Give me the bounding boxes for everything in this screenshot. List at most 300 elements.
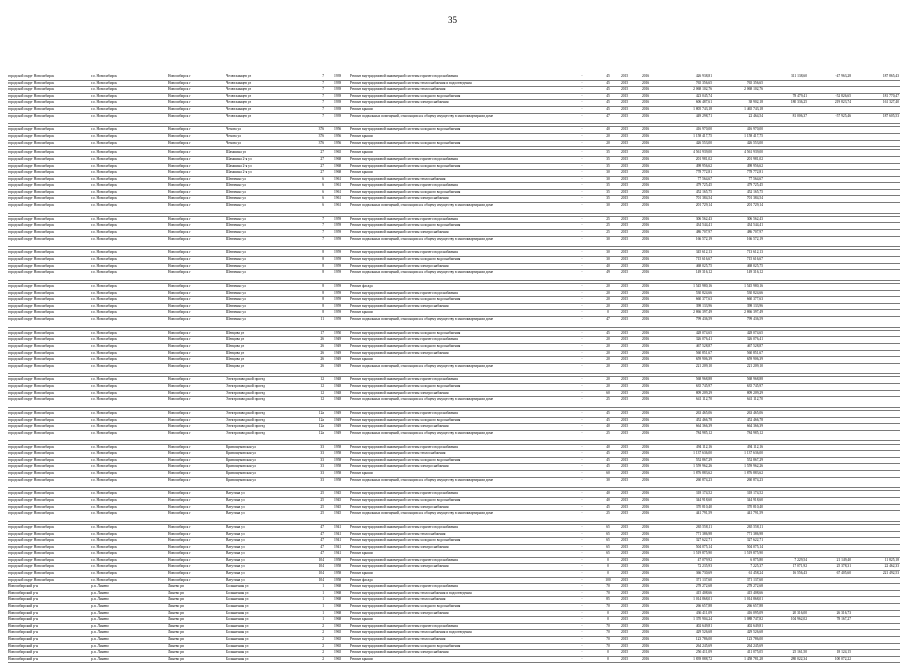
region-cost-cell: 25 161,50 xyxy=(792,650,807,655)
municipality-cell: городской округ Новосибирск xyxy=(8,451,55,456)
house-number-cell: 6 xyxy=(322,203,324,208)
house-number-cell: 33 xyxy=(320,470,324,475)
municipality-cell: городской округ Новосибирск xyxy=(8,343,55,348)
year-end-cell: 2016 xyxy=(642,590,650,595)
year-end-cell: 2016 xyxy=(642,133,650,138)
work-type-cell: Ремонт внутридомовой инженерной системы горячего водоснабжения xyxy=(350,524,458,529)
year-start-cell: 2015 xyxy=(621,604,629,609)
work-type-cell: Ремонт внутридомовой инженерной системы холодного водоснабжения xyxy=(350,257,461,261)
total-cost-cell: 47 079,92 xyxy=(697,557,712,562)
build-year-cell: 1958 xyxy=(334,557,342,562)
build-year-cell: 1959 xyxy=(334,303,342,308)
year-end-cell: 2016 xyxy=(642,397,650,402)
year-start-cell: 2015 xyxy=(621,257,629,261)
house-number-cell: 12а xyxy=(318,411,324,416)
year-start-cell: 2015 xyxy=(621,504,629,509)
wear-percent-cell: 70 xyxy=(606,590,610,595)
wear-percent-cell: 70 xyxy=(606,643,610,648)
year-end-cell: 2016 xyxy=(642,87,650,92)
settlement-cell: г.о. Новосибирск xyxy=(91,216,117,221)
municipality-cell: Новосибирский р-н xyxy=(8,650,39,655)
municipality-cell: городской округ Новосибирск xyxy=(8,87,55,92)
wear-percent-cell: 0 xyxy=(607,310,609,315)
work-type-cell: Ремонт внутридомовой инженерной системы электроснабжения xyxy=(350,100,449,105)
settlement-cell: р.п. Линево xyxy=(91,610,109,615)
wear-percent-cell: 20 xyxy=(606,357,610,362)
wear-percent-cell: 70 xyxy=(606,604,610,609)
house-number-cell: 33 xyxy=(320,451,324,456)
year-end-cell: 2016 xyxy=(642,457,650,462)
locality-cell: Новосибирск г xyxy=(168,511,191,516)
municipality-cell: городской округ Новосибирск xyxy=(8,127,55,132)
table-row xyxy=(8,249,900,257)
wear-percent-cell: 60 xyxy=(606,470,610,475)
year-start-cell: 2015 xyxy=(621,424,629,429)
work-type-cell: Ремонт крыши xyxy=(350,656,373,661)
municipality-cell: городской округ Новосибирск xyxy=(8,203,55,208)
dash-cell: - xyxy=(581,491,583,496)
build-year-cell: 1956 xyxy=(334,133,342,138)
total-cost-cell: 149 316,12 xyxy=(695,270,712,275)
house-number-cell: 33 xyxy=(320,444,324,449)
build-year-cell: 1965 xyxy=(334,643,342,648)
year-start-cell: 2015 xyxy=(621,531,629,536)
locality-cell: Новосибирск г xyxy=(168,343,191,348)
settlement-cell: г.о. Новосибирск xyxy=(91,457,117,462)
year-start-cell: 2015 xyxy=(621,630,629,635)
year-end-cell: 2016 xyxy=(642,150,650,155)
locality-cell: Линево рп xyxy=(168,623,184,628)
year-end-cell: 2016 xyxy=(642,504,650,509)
year-start-cell: 2015 xyxy=(621,538,629,543)
total-cost-cell: 345 612,13 xyxy=(695,250,712,255)
settlement-cell: г.о. Новосибирск xyxy=(91,163,117,168)
dash-cell: - xyxy=(581,127,583,132)
house-number-cell: 104 xyxy=(318,564,324,569)
year-end-cell: 2016 xyxy=(642,140,650,145)
total-cost-cell: 434 544,41 xyxy=(695,223,712,228)
house-number-cell: 27 xyxy=(320,163,324,168)
table-row xyxy=(8,397,900,408)
settlement-cell: г.о. Новосибирск xyxy=(91,557,117,562)
house-number-cell: 26 xyxy=(320,350,324,355)
table-row xyxy=(8,310,900,317)
municipality-cell: Новосибирский р-н xyxy=(8,597,39,602)
total-cost-cell: 784 985,12 xyxy=(695,430,712,435)
fund-cost-cell: 715 616,67 xyxy=(746,257,763,261)
work-type-cell: Ремонт крыши xyxy=(350,551,373,556)
locality-cell: Новосибирск г xyxy=(168,538,191,543)
house-number-cell: 7 xyxy=(322,87,324,92)
dash-cell: - xyxy=(581,470,583,475)
wear-percent-cell: 40 xyxy=(606,491,610,496)
dash-cell: - xyxy=(581,610,583,615)
street-cell: Ватутина ул xyxy=(226,557,245,562)
locality-cell: Новосибирск г xyxy=(168,176,191,181)
year-start-cell: 2015 xyxy=(621,564,629,569)
year-end-cell: 2016 xyxy=(642,363,650,368)
total-cost-cell: 344 918,60 xyxy=(695,497,712,502)
total-cost-cell: 1 370 904,24 xyxy=(693,617,712,622)
dash-cell: - xyxy=(581,417,583,422)
house-number-cell: 25 xyxy=(320,491,324,496)
table-row xyxy=(8,558,900,565)
table-row xyxy=(8,164,900,171)
year-end-cell: 2016 xyxy=(642,630,650,635)
build-year-cell: 1961 xyxy=(334,189,342,194)
year-end-cell: 2016 xyxy=(642,357,650,362)
build-year-cell: 1968 xyxy=(334,590,342,595)
total-cost-cell: 468 025,75 xyxy=(695,263,712,268)
year-end-cell: 2016 xyxy=(642,176,650,181)
year-start-cell: 2015 xyxy=(621,133,629,138)
total-cost-cell: 1 545 980,16 xyxy=(693,283,712,288)
build-year-cell: 1968 xyxy=(334,156,342,161)
street-cell: Электрозаводской проезд xyxy=(226,384,265,389)
municipality-cell: городской округ Новосибирск xyxy=(8,283,55,288)
settlement-cell: г.о. Новосибирск xyxy=(91,444,117,449)
build-year-cell: 1949 xyxy=(334,357,342,362)
dash-cell: - xyxy=(581,424,583,429)
local-cost-cell: 18 124,15 xyxy=(836,650,851,655)
build-year-cell: 1949 xyxy=(334,417,342,422)
municipality-cell: городской округ Новосибирск xyxy=(8,571,55,576)
work-type-cell: Ремонт подвальных помещений, относящихся к общему имуществу в многоквартирном доме xyxy=(350,316,494,321)
year-start-cell: 2015 xyxy=(621,127,629,132)
wear-percent-cell: 45 xyxy=(606,330,610,335)
year-end-cell: 2016 xyxy=(642,223,650,228)
house-number-cell: 27 xyxy=(320,170,324,175)
year-end-cell: 2016 xyxy=(642,584,650,589)
work-type-cell: Ремонт внутридомовой инженерной системы горячего водоснабжения xyxy=(350,74,458,78)
municipality-cell: городской округ Новосибирск xyxy=(8,310,55,315)
street-cell: Шевченко ул xyxy=(226,283,246,288)
locality-cell: Новосибирск г xyxy=(168,236,191,241)
wear-percent-cell: 20 xyxy=(606,337,610,342)
wear-percent-cell: 20 xyxy=(606,363,610,368)
dash-cell: - xyxy=(581,544,583,549)
municipality-cell: городской округ Новосибирск xyxy=(8,497,55,502)
locality-cell: Новосибирск г xyxy=(168,216,191,221)
street-cell: Электрозаводской проезд xyxy=(226,411,265,416)
settlement-cell: г.о. Новосибирск xyxy=(91,470,117,475)
settlement-cell: г.о. Новосибирск xyxy=(91,93,117,98)
table-row xyxy=(8,505,900,512)
region-cost-cell: 78 479,41 xyxy=(792,93,807,98)
dash-cell: - xyxy=(581,257,583,261)
street-cell: Больничная ул xyxy=(226,584,249,589)
owners-cost-cell: 187 605,53 xyxy=(882,113,899,118)
fund-cost-cell: 784 985,12 xyxy=(746,430,763,435)
work-type-cell: Ремонт внутридомовой инженерной системы горячего водоснабжения xyxy=(350,250,458,255)
total-cost-cell: 371 137,60 xyxy=(695,577,712,582)
street-cell: Больничная ул xyxy=(226,617,249,622)
dash-cell: - xyxy=(581,297,583,302)
locality-cell: Новосибирск г xyxy=(168,497,191,502)
settlement-cell: г.о. Новосибирск xyxy=(91,390,117,395)
region-cost-cell: 311 138,60 xyxy=(790,74,807,78)
build-year-cell: 1958 xyxy=(334,457,342,462)
locality-cell: Новосибирск г xyxy=(168,106,191,111)
build-year-cell: 1958 xyxy=(334,577,342,582)
build-year-cell: 1959 xyxy=(334,310,342,315)
fund-cost-cell: 467 528,87 xyxy=(746,343,763,348)
house-number-cell: 12 xyxy=(320,384,324,389)
year-end-cell: 2016 xyxy=(642,544,650,549)
locality-cell: Новосибирск г xyxy=(168,133,191,138)
locality-cell: Новосибирск г xyxy=(168,577,191,582)
wear-percent-cell: 20 xyxy=(606,290,610,295)
year-start-cell: 2015 xyxy=(621,577,629,582)
dash-cell: - xyxy=(581,451,583,456)
municipality-cell: городской округ Новосибирск xyxy=(8,230,55,235)
work-type-cell: Ремонт внутридомовой инженерной системы электроснабжения xyxy=(350,564,449,569)
wear-percent-cell: 60 xyxy=(606,390,610,395)
work-type-cell: Ремонт внутридомовой инженерной системы теплоснабжения и водоотведения xyxy=(350,590,472,595)
year-end-cell: 2016 xyxy=(642,263,650,268)
municipality-cell: городской округ Новосибирск xyxy=(8,297,55,302)
locality-cell: Новосибирск г xyxy=(168,571,191,576)
dash-cell: - xyxy=(581,196,583,201)
region-cost-cell: 280 022,34 xyxy=(790,656,807,661)
work-type-cell: Ремонт подвальных помещений, относящихся к общему имуществу в многоквартирном доме xyxy=(350,203,494,208)
dash-cell: - xyxy=(581,551,583,556)
work-type-cell: Ремонт подвальных помещений, относящихся к общему имуществу в многоквартирном доме xyxy=(350,113,494,118)
dash-cell: - xyxy=(581,303,583,308)
year-start-cell: 2015 xyxy=(621,283,629,288)
year-start-cell: 2015 xyxy=(621,343,629,348)
table-row xyxy=(8,611,900,618)
dash-cell: - xyxy=(581,80,583,85)
dash-cell: - xyxy=(581,93,583,98)
settlement-cell: г.о. Новосибирск xyxy=(91,183,117,188)
street-cell: Ватутина ул xyxy=(226,504,245,509)
local-cost-cell: 219 823,74 xyxy=(834,100,851,105)
table-row xyxy=(8,444,900,452)
work-type-cell: Ремонт внутридомовой инженерной системы горячего водоснабжения xyxy=(350,216,458,221)
wear-percent-cell: 30 xyxy=(606,176,610,181)
local-cost-cell: 100 072,22 xyxy=(834,656,851,661)
year-start-cell: 2015 xyxy=(621,656,629,661)
fund-cost-cell: 2 866 397,49 xyxy=(744,310,763,315)
street-cell: Кривощековская ул xyxy=(226,470,256,475)
municipality-cell: Новосибирский р-н xyxy=(8,643,39,648)
fund-cost-cell: 452 466,78 xyxy=(746,417,763,422)
municipality-cell: городской округ Новосибирск xyxy=(8,263,55,268)
year-end-cell: 2016 xyxy=(642,617,650,622)
house-number-cell: 33 xyxy=(320,457,324,462)
fund-cost-cell: 486 707,97 xyxy=(746,230,763,235)
dash-cell: - xyxy=(581,163,583,168)
locality-cell: Новосибирск г xyxy=(168,163,191,168)
settlement-cell: г.о. Новосибирск xyxy=(91,150,117,155)
house-number-cell: 8 xyxy=(322,297,324,302)
year-end-cell: 2016 xyxy=(642,464,650,469)
municipality-cell: Новосибирский р-н xyxy=(8,590,39,595)
dash-cell: - xyxy=(581,283,583,288)
local-cost-cell: -47 963,28 xyxy=(835,74,851,78)
year-start-cell: 2015 xyxy=(621,170,629,175)
table-row xyxy=(8,630,900,637)
work-type-cell: Ремонт внутридомовой инженерной системы электроснабжения xyxy=(350,650,449,655)
settlement-cell: г.о. Новосибирск xyxy=(91,377,117,382)
work-type-cell: Ремонт внутридомовой инженерной системы теплоснабжения xyxy=(350,87,446,92)
work-type-cell: Ремонт внутридомовой инженерной системы электроснабжения xyxy=(350,303,449,308)
total-cost-cell: 504 075,14 xyxy=(695,544,712,549)
year-end-cell: 2016 xyxy=(642,330,650,335)
street-cell: Кривощековская ул xyxy=(226,464,256,469)
wear-percent-cell: 20 xyxy=(606,350,610,355)
year-end-cell: 2016 xyxy=(642,577,650,582)
municipality-cell: городской округ Новосибирск xyxy=(8,377,55,382)
locality-cell: Новосибирск г xyxy=(168,250,191,255)
municipality-cell: городской округ Новосибирск xyxy=(8,156,55,161)
wear-percent-cell: 85 xyxy=(606,597,610,602)
street-cell: Челюскинцев ул xyxy=(226,87,252,92)
year-end-cell: 2016 xyxy=(642,610,650,615)
table-row xyxy=(8,230,900,237)
locality-cell: Линево рп xyxy=(168,604,184,609)
settlement-cell: г.о. Новосибирск xyxy=(91,106,117,111)
total-cost-cell: 260 874,23 xyxy=(695,477,712,482)
total-cost-cell: 306 562,43 xyxy=(695,216,712,221)
table-row xyxy=(8,591,900,598)
settlement-cell: г.о. Новосибирск xyxy=(91,363,117,368)
work-type-cell: Ремонт внутридомовой инженерной системы холодного водоснабжения xyxy=(350,538,461,543)
year-start-cell: 2015 xyxy=(621,290,629,295)
total-cost-cell: 2 866 397,49 xyxy=(693,310,712,315)
municipality-cell: Новосибирский р-н xyxy=(8,604,39,609)
year-start-cell: 2015 xyxy=(621,297,629,302)
dash-cell: - xyxy=(581,430,583,435)
fund-cost-cell: 278 272,68 xyxy=(746,584,763,589)
build-year-cell: 1949 xyxy=(334,424,342,429)
dash-cell: - xyxy=(581,113,583,118)
settlement-cell: г.о. Новосибирск xyxy=(91,497,117,502)
work-type-cell: Ремонт внутридомовой инженерной системы холодного водоснабжения xyxy=(350,93,461,98)
work-type-cell: Ремонт подвальных помещений, относящихся к общему имуществу в многоквартирном доме xyxy=(350,430,494,435)
wear-percent-cell: 40 xyxy=(606,127,610,132)
settlement-cell: г.о. Новосибирск xyxy=(91,133,117,138)
locality-cell: Новосибирск г xyxy=(168,150,191,155)
build-year-cell: 1958 xyxy=(334,477,342,482)
locality-cell: Новосибирск г xyxy=(168,477,191,482)
year-start-cell: 2015 xyxy=(621,524,629,529)
build-year-cell: 1961 xyxy=(334,196,342,201)
dash-cell: - xyxy=(581,590,583,595)
wear-percent-cell: 35 xyxy=(606,163,610,168)
year-end-cell: 2016 xyxy=(642,491,650,496)
dash-cell: - xyxy=(581,390,583,395)
year-end-cell: 2016 xyxy=(642,444,650,449)
settlement-cell: г.о. Новосибирск xyxy=(91,397,117,402)
table-row xyxy=(8,391,900,398)
owners-cost-cell: 181 770,47 xyxy=(882,93,899,98)
work-type-cell: Ремонт подвальных помещений, относящихся к общему имуществу в многоквартирном доме xyxy=(350,397,494,402)
build-year-cell: 1949 xyxy=(334,337,342,342)
total-cost-cell: 77 564,67 xyxy=(697,176,712,181)
locality-cell: Новосибирск г xyxy=(168,316,191,321)
municipality-cell: Новосибирский р-н xyxy=(8,656,39,661)
year-end-cell: 2016 xyxy=(642,637,650,641)
settlement-cell: г.о. Новосибирск xyxy=(91,504,117,509)
house-number-cell: 25 xyxy=(320,511,324,516)
house-number-cell: 2 xyxy=(322,650,324,655)
house-number-cell: 47 xyxy=(320,524,324,529)
fund-cost-cell: 415 408,66 xyxy=(746,590,763,595)
year-end-cell: 2016 xyxy=(642,163,650,168)
municipality-cell: городской округ Новосибирск xyxy=(8,113,55,118)
year-end-cell: 2016 xyxy=(642,74,650,78)
work-type-cell: Ремонт подвальных помещений, относящихся к общему имуществу в многоквартирном доме xyxy=(350,511,494,516)
fund-cost-cell: 61 458,24 xyxy=(748,571,763,576)
municipality-cell: городской округ Новосибирск xyxy=(8,551,55,556)
total-cost-cell: 486 707,97 xyxy=(695,230,712,235)
total-cost-cell: 1 014 868,01 xyxy=(693,597,712,602)
street-cell: Шевченко ул xyxy=(226,297,246,302)
year-start-cell: 2015 xyxy=(621,650,629,655)
dash-cell: - xyxy=(581,290,583,295)
year-start-cell: 2015 xyxy=(621,464,629,469)
dash-cell: - xyxy=(581,176,583,181)
year-start-cell: 2015 xyxy=(621,350,629,355)
house-number-cell: 26 xyxy=(320,343,324,348)
build-year-cell: 1959 xyxy=(334,257,342,261)
table-row xyxy=(8,578,900,585)
locality-cell: Новосибирск г xyxy=(168,397,191,402)
municipality-cell: городской округ Новосибирск xyxy=(8,257,55,261)
dash-cell: - xyxy=(581,564,583,569)
table-row xyxy=(8,597,900,604)
settlement-cell: г.о. Новосибирск xyxy=(91,384,117,389)
locality-cell: Новосибирск г xyxy=(168,390,191,395)
year-end-cell: 2016 xyxy=(642,350,650,355)
work-type-cell: Ремонт внутридомовой инженерной системы электроснабжения xyxy=(350,544,449,549)
fund-cost-cell: 641 112,70 xyxy=(746,397,763,402)
total-cost-cell: 426 553,00 xyxy=(695,140,712,145)
settlement-cell: г.о. Новосибирск xyxy=(91,113,117,118)
build-year-cell: 1941 xyxy=(334,551,342,556)
build-year-cell: 1968 xyxy=(334,163,342,168)
build-year-cell: 1959 xyxy=(334,236,342,241)
locality-cell: Новосибирск г xyxy=(168,470,191,475)
total-cost-cell: 266 657,88 xyxy=(695,604,712,609)
wear-percent-cell: 40 xyxy=(606,444,610,449)
owners-cost-cell: 221 492,53 xyxy=(882,571,899,576)
total-cost-cell: 701 384,54 xyxy=(695,196,712,201)
build-year-cell: 1961 xyxy=(334,176,342,181)
fund-cost-cell: 765 356,65 xyxy=(746,80,763,85)
table-row xyxy=(8,237,900,248)
table-row xyxy=(8,149,900,157)
wear-percent-cell: 25 xyxy=(606,397,610,402)
year-start-cell: 2015 xyxy=(621,610,629,615)
total-cost-cell: 436 411,09 xyxy=(695,610,712,615)
settlement-cell: р.п. Линево xyxy=(91,584,109,589)
settlement-cell: р.п. Линево xyxy=(91,643,109,648)
fund-cost-cell: 498 956,62 xyxy=(746,163,763,168)
total-cost-cell: 441 791,59 xyxy=(695,511,712,516)
dash-cell: - xyxy=(581,133,583,138)
municipality-cell: городской округ Новосибирск xyxy=(8,544,55,549)
year-start-cell: 2015 xyxy=(621,557,629,562)
wear-percent-cell: 30 xyxy=(606,203,610,208)
year-start-cell: 2015 xyxy=(621,106,629,111)
municipality-cell: городской округ Новосибирск xyxy=(8,477,55,482)
house-number-cell: 27 xyxy=(320,150,324,155)
work-type-cell: Ремонт внутридомовой инженерной системы горячего водоснабжения xyxy=(350,584,458,589)
settlement-cell: г.о. Новосибирск xyxy=(91,357,117,362)
